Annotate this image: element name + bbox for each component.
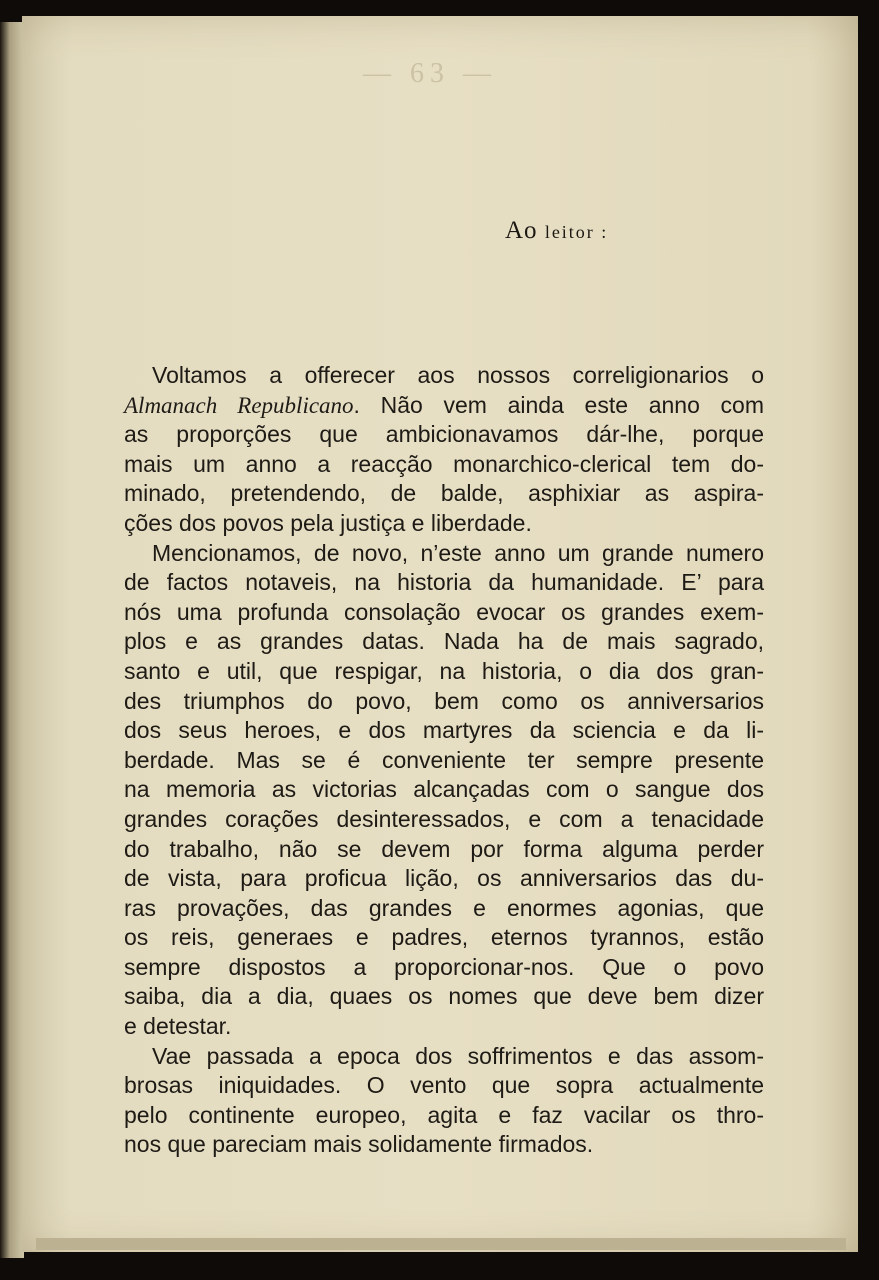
text-line: os reis, generaes e padres, eternos tyrannos, estão [124, 924, 764, 951]
text-line: ções dos povos pela justiça e liberdade. [124, 509, 532, 536]
text-line: brosas iniquidades. O vento que sopra actualmente [124, 1072, 764, 1099]
text-line: saiba, dia a dia, quaes os nomes que deve bem dizer [124, 983, 764, 1010]
text-line: Voltamos a offerecer aos nossos correligionarios o [152, 362, 764, 388]
heading [505, 217, 608, 245]
text-line: santo e util, que respigar, na historia, o dia dos gran- [124, 657, 764, 684]
text-line [124, 391, 764, 421]
text-line: des triumphos do povo, bem como os anniversarios [124, 687, 764, 714]
text-line: Vae passada a epoca dos soffrimentos e das assom- [152, 1042, 764, 1069]
text-line: plos e as grandes datas. Nada ha de mais sagrado, [124, 628, 764, 655]
text-line: minado, pretendendo, de balde, asphixiar as aspira- [124, 480, 764, 507]
text-line: grandes corações desinteressados, e com a tenacidade [124, 805, 764, 832]
text-line: dos seus heroes, e dos martyres da sciencia e da li- [124, 717, 764, 744]
text-line: e detestar. [124, 1013, 232, 1040]
text-line: nós uma profunda consolação evocar os grandes exem- [124, 598, 764, 625]
text-line: berdade. Mas se é conveniente ter sempre presente [124, 746, 764, 773]
body-text [124, 361, 764, 1160]
page-number: — 63 — [363, 58, 497, 89]
text-line: sempre dispostos a proporcionar-nos. Que o povo [124, 953, 764, 980]
text-line: pelo continente europeo, agita e faz vacilar os thro- [124, 1101, 764, 1128]
text-fragment: . Não vem ainda este anno com [353, 391, 764, 418]
text-line: ras provações, das grandes e enormes agonias, que [124, 894, 764, 921]
heading-rest: leitor : [544, 222, 609, 242]
text-line: de factos notaveis, na historia da humanidade. E’ para [124, 569, 764, 596]
heading-prefix: Ao [505, 217, 538, 244]
text-line: as proporções que ambicionavamos dár-lhe, porque [124, 421, 764, 448]
text-line: Mencionamos, de novo, n’este anno um grande numero [152, 539, 764, 566]
text-line: na memoria as victorias alcançadas com o sangue dos [124, 776, 764, 803]
left-page-edge [0, 22, 24, 1258]
text-line: de vista, para proficua lição, os anniversarios das du- [124, 865, 764, 892]
page-bottom-edge [36, 1238, 846, 1250]
book-title: Almanach Republicano [124, 392, 354, 418]
text-line: mais um anno a reacção monarchico-clerical tem do- [124, 450, 764, 477]
text-line: do trabalho, não se devem por forma alguma perder [124, 835, 764, 862]
text-line: nos que pareciam mais solidamente firmados. [124, 1131, 594, 1158]
